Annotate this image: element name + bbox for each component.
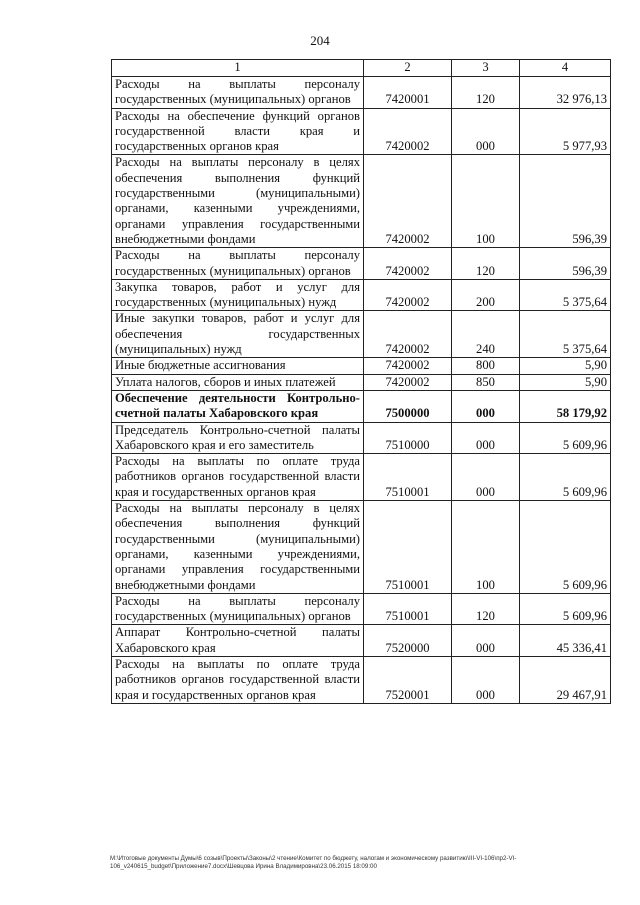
row-expense-type-cell: 120 <box>452 77 520 109</box>
row-code-cell: 7420002 <box>364 311 452 358</box>
row-code-cell: 7420001 <box>364 77 452 109</box>
row-code-cell: 7500000 <box>364 390 452 422</box>
row-code-cell: 7420002 <box>364 279 452 311</box>
row-expense-type-cell: 000 <box>452 390 520 422</box>
row-name-cell: Расходы на выплаты персоналу государственных (муниципальных) органов <box>112 77 364 109</box>
table-row <box>112 108 611 155</box>
table-row <box>112 625 611 657</box>
row-name-cell: Уплата налогов, сборов и иных платежей <box>112 374 364 390</box>
table-header-row <box>112 60 611 77</box>
column-header-sum: 4 <box>520 60 611 77</box>
column-header-expense-type: 3 <box>452 60 520 77</box>
row-code-cell: 7510001 <box>364 454 452 501</box>
row-sum-cell: 5 609,96 <box>520 593 611 625</box>
table-row <box>112 311 611 358</box>
table-row <box>112 358 611 374</box>
budget-table <box>111 59 611 704</box>
row-expense-type-cell: 000 <box>452 422 520 454</box>
row-code-cell: 7420002 <box>364 108 452 155</box>
row-expense-type-cell: 120 <box>452 248 520 280</box>
row-name-cell: Аппарат Контрольно-счетной палаты Хабаровского края <box>112 625 364 657</box>
row-expense-type-cell: 850 <box>452 374 520 390</box>
row-name-cell: Обеспечение деятельности Контрольно-счетной палаты Хабаровского края <box>112 390 364 422</box>
row-sum-cell: 29 467,91 <box>520 656 611 703</box>
row-code-cell: 7420002 <box>364 374 452 390</box>
row-sum-cell: 58 179,92 <box>520 390 611 422</box>
row-sum-cell: 5 609,96 <box>520 454 611 501</box>
page-number: 204 <box>310 33 330 48</box>
row-name-cell: Иные закупки товаров, работ и услуг для обеспечения государственных (муниципальных) нужд <box>112 311 364 358</box>
table-row <box>112 374 611 390</box>
row-expense-type-cell: 000 <box>452 656 520 703</box>
row-expense-type-cell: 100 <box>452 501 520 594</box>
table-row <box>112 279 611 311</box>
row-name-cell: Расходы на выплаты по оплате труда работников органов государственной власти края и государственных органов края <box>112 656 364 703</box>
row-sum-cell: 5,90 <box>520 374 611 390</box>
row-code-cell: 7520000 <box>364 625 452 657</box>
row-expense-type-cell: 240 <box>452 311 520 358</box>
table-row <box>112 155 611 248</box>
table-row <box>112 593 611 625</box>
row-expense-type-cell: 100 <box>452 155 520 248</box>
table-row <box>112 656 611 703</box>
row-sum-cell: 5 375,64 <box>520 311 611 358</box>
row-sum-cell: 45 336,41 <box>520 625 611 657</box>
table-row <box>112 454 611 501</box>
row-code-cell: 7420002 <box>364 358 452 374</box>
row-expense-type-cell: 120 <box>452 593 520 625</box>
row-name-cell: Расходы на выплаты персоналу государственных (муниципальных) органов <box>112 248 364 280</box>
row-name-cell: Расходы на выплаты персоналу в целях обеспечения выполнения функций государственными (муниципальными) органами, казенными учреждениями, органами управления государственными внебюджетными фондами <box>112 501 364 594</box>
row-expense-type-cell: 200 <box>452 279 520 311</box>
column-header-name: 1 <box>112 60 364 77</box>
row-name-cell: Расходы на выплаты персоналу в целях обеспечения выполнения функций государственными (муниципальными) органами, казенными учреждениями, органами управления государственными внебюджетными фондами <box>112 155 364 248</box>
table-row <box>112 390 611 422</box>
row-name-cell: Расходы на выплаты персоналу государственных (муниципальных) органов <box>112 593 364 625</box>
row-code-cell: 7420002 <box>364 248 452 280</box>
table-row <box>112 77 611 109</box>
row-sum-cell: 5 609,96 <box>520 422 611 454</box>
row-sum-cell: 5 609,96 <box>520 501 611 594</box>
row-expense-type-cell: 000 <box>452 625 520 657</box>
table-row <box>112 248 611 280</box>
row-sum-cell: 5 375,64 <box>520 279 611 311</box>
row-code-cell: 7420002 <box>364 155 452 248</box>
row-name-cell: Иные бюджетные ассигнования <box>112 358 364 374</box>
row-expense-type-cell: 800 <box>452 358 520 374</box>
row-sum-cell: 596,39 <box>520 248 611 280</box>
document-path-footer: M:\Итоговые документы Думы\6 созыв\Проекты\Законы\2 чтение\Комитет по бюджету, налогам и экономическому развитию\III-VI-106\пр2-VI-106_v240615_budget\Приложение7.docx\Шевцова Ирина Владимировна\23.06.2015 18:09:00 <box>110 855 517 870</box>
row-expense-type-cell: 000 <box>452 454 520 501</box>
row-name-cell: Председатель Контрольно-счетной палаты Хабаровского края и его заместитель <box>112 422 364 454</box>
row-sum-cell: 5,90 <box>520 358 611 374</box>
row-code-cell: 7510001 <box>364 501 452 594</box>
row-sum-cell: 32 976,13 <box>520 77 611 109</box>
column-header-code: 2 <box>364 60 452 77</box>
row-code-cell: 7510000 <box>364 422 452 454</box>
table-row <box>112 422 611 454</box>
row-sum-cell: 596,39 <box>520 155 611 248</box>
row-code-cell: 7510001 <box>364 593 452 625</box>
table-row <box>112 501 611 594</box>
row-code-cell: 7520001 <box>364 656 452 703</box>
row-expense-type-cell: 000 <box>452 108 520 155</box>
row-name-cell: Закупка товаров, работ и услуг для государственных (муниципальных) нужд <box>112 279 364 311</box>
row-sum-cell: 5 977,93 <box>520 108 611 155</box>
table-body <box>112 77 611 704</box>
row-name-cell: Расходы на выплаты по оплате труда работников органов государственной власти края и государственных органов края <box>112 454 364 501</box>
row-name-cell: Расходы на обеспечение функций органов государственной власти края и государственных органов края <box>112 108 364 155</box>
